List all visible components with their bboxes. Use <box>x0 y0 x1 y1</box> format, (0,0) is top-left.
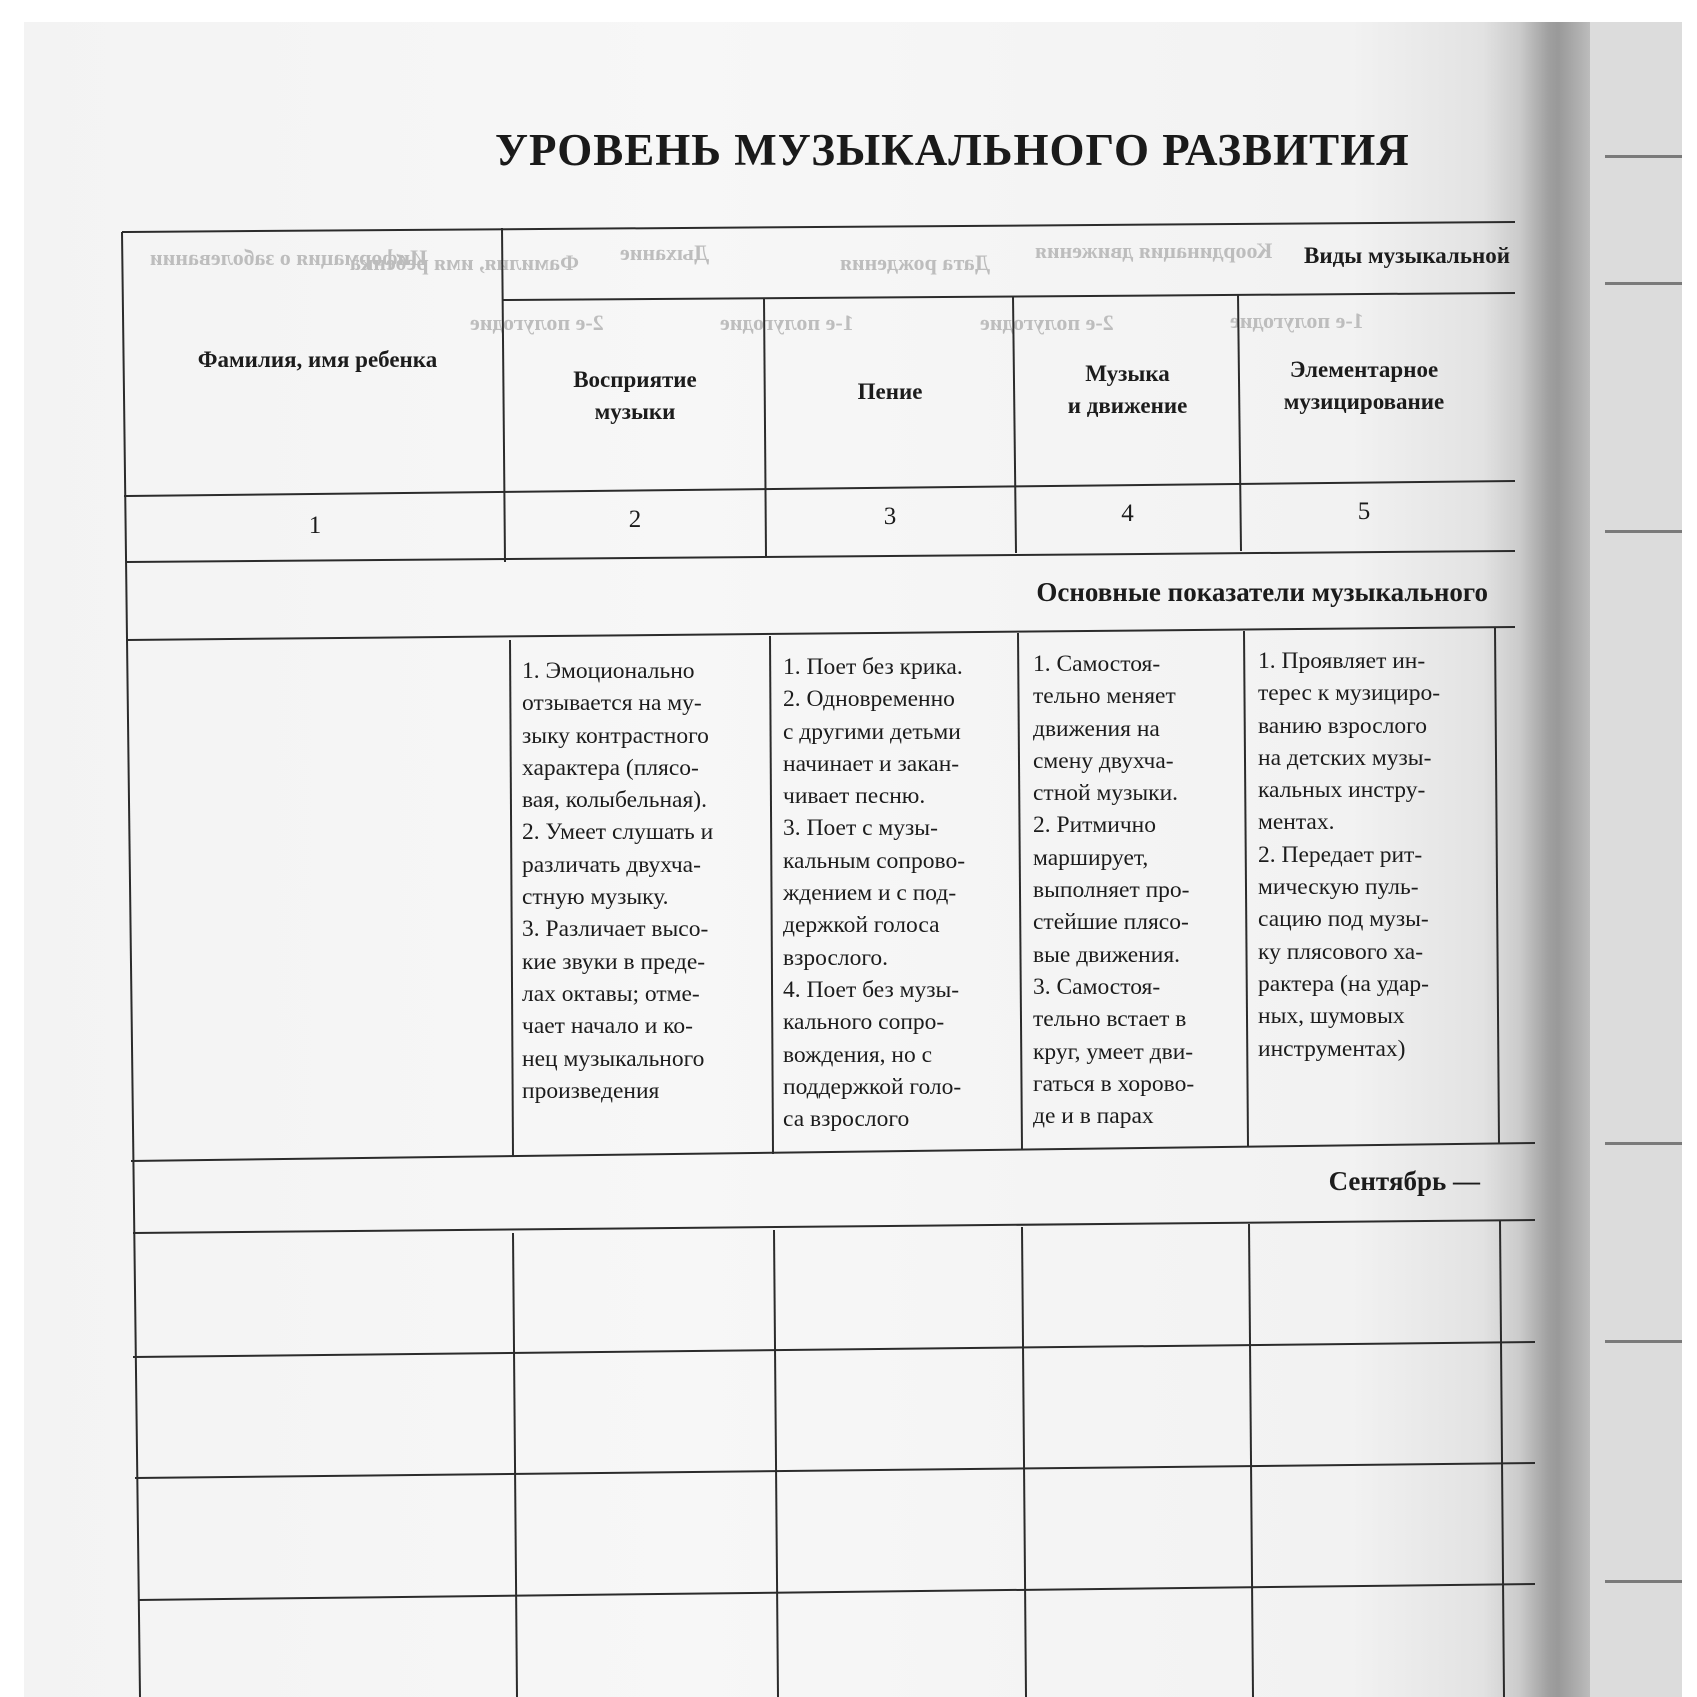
column-header-name: Фамилия, имя ребенка <box>197 347 438 372</box>
column-header-instruments: Элементарное музицирование <box>1283 357 1445 414</box>
show-through-text: Координация движения <box>1035 238 1273 263</box>
next-page-rule <box>1605 1580 1682 1583</box>
next-page-rule <box>1605 530 1682 533</box>
indicator-cell-singing: 1. Поет без крика. 2. Одновременно с другими детьми начинает и закан- чивает песню. 3. Поет с музы- кальным сопрово- ждением и с под- держкой голоса взрослого. 4. Поет без музы- кального сопро- вождения, но с поддержкой голо- са взрослого <box>783 654 966 1133</box>
column-header-perception: Восприятие музыки <box>573 367 697 424</box>
show-through-text: 1-е полугодие <box>720 310 854 335</box>
next-page-rule <box>1605 1340 1682 1343</box>
page-title: УРОВЕНЬ МУЗЫКАЛЬНОГО РАЗВИТИЯ <box>495 125 1410 175</box>
show-through-text: Дыхание <box>620 240 710 265</box>
book-gutter-shadow <box>1520 22 1590 1697</box>
column-number: 4 <box>1121 500 1134 527</box>
next-page-rule <box>1605 155 1682 158</box>
column-header-singing: Пение <box>857 379 923 404</box>
show-through-text: 1-е полугодие <box>1230 308 1364 333</box>
indicator-cell-movement: 1. Самостоя- тельно меняет движения на смену двухча- стной музыки. 2. Ритмично марширует, выполняет про- стейшие плясо- вые движения. 3. Самостоя- тельно встает в круг, умеет дви- гаться в хорово- де и в парах <box>1033 651 1195 1130</box>
column-number: 2 <box>628 506 642 533</box>
next-page-rule <box>1605 1142 1682 1145</box>
next-page-edge <box>1590 22 1682 1697</box>
indicator-cell-perception: 1. Эмоционально отзывается на му- зыку контрастного характера (плясо- вая, колыбельная). 2. Умеет слушать и различать двухча- стную музыку. 3. Различает высо- кие звуки в преде- лах октавы; отме- чает начало и ко- нец музыкального произведения <box>522 658 714 1104</box>
next-page-rule <box>1605 282 1682 285</box>
indicators-heading: Основные показатели музыкального <box>1036 577 1488 607</box>
show-through-text: Дата рождения <box>840 250 990 275</box>
column-number: 3 <box>883 503 897 530</box>
column-number: 1 <box>308 512 322 539</box>
indicator-cell-instruments: 1. Проявляет ин- терес к музициро- ванию взрослого на детских музы- кальных инстру- ментах. 2. Передает рит- мическую пуль- сацию под музы- ку плясового ха- рактера (на удар- ных, шумовых инструментах) <box>1258 648 1441 1062</box>
show-through-text: Фамилия, имя ребенка <box>350 250 580 275</box>
column-header-movement: Музыка и движение <box>1067 361 1188 418</box>
column-number: 5 <box>1357 498 1371 525</box>
group-header: Виды музыкальной <box>1304 243 1510 268</box>
show-through-text: 2-е полугодие <box>470 310 604 335</box>
show-through-text: 2-е полугодие <box>980 310 1114 335</box>
show-through-text: Информация о заболевании <box>150 245 428 270</box>
period-heading: Сентябрь — <box>1328 1166 1480 1196</box>
